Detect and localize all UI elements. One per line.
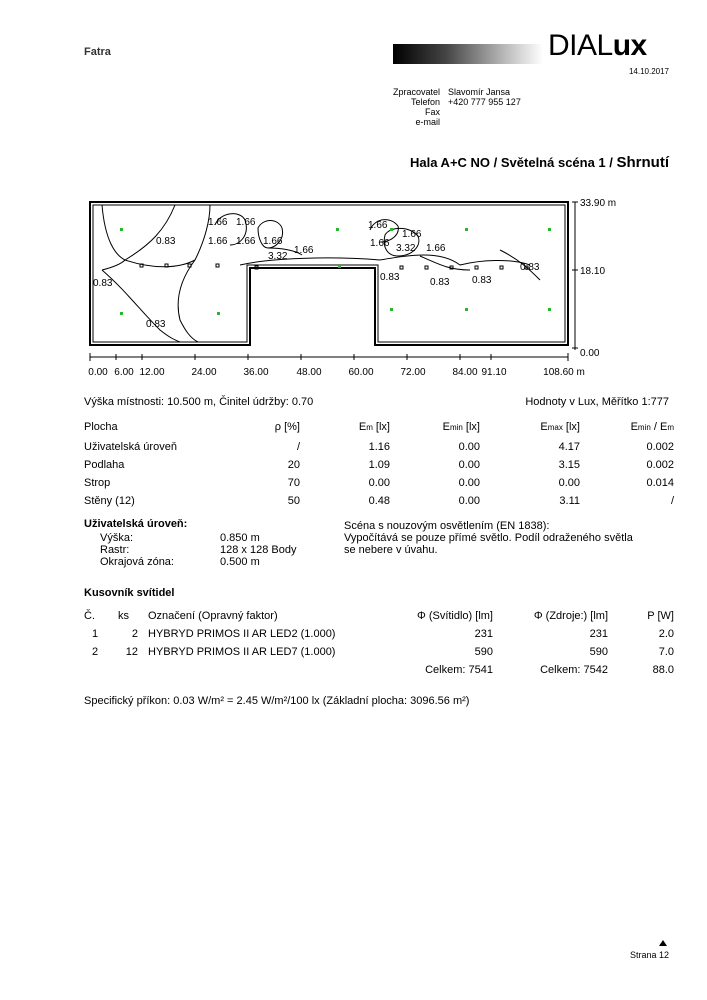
cell-no: 1 (92, 628, 99, 640)
cell-emax: 3.15 (558, 459, 580, 471)
total-flux-lamp: Celkem: 7542 (540, 664, 608, 676)
table-row (84, 474, 674, 492)
x-tick-label: 91.10 (481, 367, 507, 378)
contour-labels (93, 217, 540, 330)
col-no: Č. (84, 610, 95, 622)
workplane-value: 0.850 m (220, 532, 260, 544)
cell-name: HYBRYD PRIMOS II AR LED7 (1.000) (148, 646, 336, 658)
contour-label: 1.66 (426, 243, 446, 254)
cell-rho: 50 (287, 495, 300, 507)
x-tick-label: 36.00 (243, 367, 269, 378)
cell-ratio: 0.014 (646, 477, 674, 489)
table-row (84, 438, 674, 456)
cell-emin: 0.00 (458, 441, 480, 453)
x-tick-label: 0.00 (88, 367, 108, 378)
y-tick-labels (580, 198, 616, 359)
author-fax (448, 107, 521, 117)
cell-rho: 70 (287, 477, 300, 489)
x-tick-label: 60.00 (348, 367, 374, 378)
workplane-value: 128 x 128 Body (220, 544, 297, 556)
author-label: e-mail (415, 117, 440, 127)
specific-power: Specifický příkon: 0.03 W/m² = 2.45 W/m²/100 lx (Základní plocha: 3096.56 m²) (84, 695, 470, 707)
cell-rho: 20 (287, 459, 300, 471)
table-row (84, 625, 674, 643)
col-flux-lamp: Φ (Zdroje:) [lm] (533, 610, 608, 622)
workplane-label: Rastr: (100, 544, 130, 556)
luminaire-table (84, 607, 674, 679)
cell-flux-luminaire: 590 (474, 646, 493, 658)
col-ks: ks (118, 610, 129, 622)
author-labels (393, 87, 440, 127)
x-tick-label: 12.00 (139, 367, 165, 378)
note-line: Vypočítává se pouze přímé světlo. Podíl odraženého světla (344, 532, 633, 544)
cell-flux-lamp: 231 (589, 628, 608, 640)
cell-ratio: 0.002 (646, 441, 674, 453)
cell-ks: 2 (131, 628, 138, 640)
contour-label: 1.66 (236, 217, 256, 228)
contour-label: 1.66 (208, 236, 228, 247)
contour-label: 1.66 (294, 245, 314, 256)
author-name: Slavomír Jansa (448, 87, 511, 97)
contour-label: 1.66 (208, 217, 228, 228)
luminaire-header-row (84, 607, 674, 625)
workplane-labels (100, 532, 174, 568)
cell-name: Strop (84, 477, 111, 489)
author-email (448, 117, 521, 127)
col-name: Označení (Opravný faktor) (148, 610, 278, 622)
contour-label: 1.66 (370, 238, 390, 249)
x-tick-label: 48.00 (296, 367, 322, 378)
contour-label: 1.66 (402, 229, 422, 240)
table-row (84, 643, 674, 661)
cell-flux-luminaire: 231 (474, 628, 493, 640)
note-line: se nebere v úvahu. (344, 544, 438, 556)
workplane-value: 0.500 m (220, 556, 260, 568)
summary-header-row (84, 418, 674, 438)
total-power: 88.0 (652, 664, 674, 676)
document-date: 14.10.2017 (628, 67, 669, 76)
y-tick-label: 18.10 (580, 266, 606, 277)
author-values (448, 87, 521, 127)
page-title: Hala A+C NO / Světelná scéna 1 / Shrnutí (409, 154, 669, 171)
cell-emin: 0.00 (458, 477, 480, 489)
col-ratio: Emin / Em (630, 421, 674, 433)
cell-ks: 12 (125, 646, 138, 658)
contour-label: 0.83 (156, 236, 176, 247)
scale-info: Hodnoty v Lux, Měřítko 1:777 (525, 396, 669, 408)
x-scale (90, 353, 568, 361)
logo-gradient-bar (393, 44, 543, 64)
isolux-plan (80, 190, 680, 382)
contour-label: 0.83 (430, 277, 450, 288)
x-tick-label: 6.00 (114, 367, 134, 378)
cell-power: 2.0 (658, 628, 674, 640)
cell-ratio: 0.002 (646, 459, 674, 471)
author-phone: +420 777 955 127 (448, 97, 521, 107)
cell-emax: 0.00 (558, 477, 580, 489)
table-row (84, 456, 674, 474)
cell-power: 7.0 (658, 646, 674, 658)
total-row (84, 661, 674, 679)
page-number: Strana 12 (629, 950, 669, 960)
cell-no: 2 (92, 646, 99, 658)
col-power: P [W] (647, 610, 674, 622)
contour-label: 1.66 (236, 236, 256, 247)
cell-em: 1.09 (368, 459, 390, 471)
contour-label: 1.66 (368, 220, 388, 231)
table-row (84, 492, 674, 510)
cell-emax: 4.17 (558, 441, 580, 453)
workplane-values (220, 532, 296, 568)
dialux-logo: DIALux (548, 29, 647, 62)
contour-label: 0.83 (93, 278, 113, 289)
contour-label: 0.83 (472, 275, 492, 286)
author-label: Telefon (410, 97, 440, 107)
workplane-label: Výška: (100, 532, 134, 544)
contour-label: 0.83 (520, 262, 540, 273)
cell-name: Uživatelská úroveň (84, 441, 177, 453)
x-tick-label: 108.60 m (543, 367, 585, 378)
cell-name: Stěny (12) (84, 495, 135, 507)
workplane-label: Okrajová zóna: (100, 556, 174, 568)
col-plocha: Plocha (84, 421, 118, 433)
y-tick-label: 0.00 (580, 348, 600, 359)
total-flux-luminaire: Celkem: 7541 (425, 664, 493, 676)
y-tick-label: 33.90 m (580, 198, 617, 209)
x-tick-label: 84.00 (452, 367, 478, 378)
cell-em: 1.16 (368, 441, 390, 453)
cell-rho: / (296, 441, 300, 453)
cell-flux-lamp: 590 (589, 646, 608, 658)
contour-label: 0.83 (380, 272, 400, 283)
x-tick-label: 24.00 (191, 367, 217, 378)
author-label: Fax (424, 107, 440, 117)
contour-label: 3.32 (396, 243, 416, 254)
cell-em: 0.48 (368, 495, 390, 507)
isolux-contours (102, 205, 540, 342)
contour-label: 0.83 (146, 319, 166, 330)
room-info: Výška místnosti: 10.500 m, Činitel údržby: 0.70 (84, 396, 314, 408)
x-tick-labels (88, 367, 585, 378)
cell-name: HYBRYD PRIMOS II AR LED2 (1.000) (148, 628, 336, 640)
x-tick-label: 72.00 (400, 367, 426, 378)
col-rho: ρ [%] (274, 421, 300, 433)
col-em: Em [lx] (358, 421, 390, 433)
cell-ratio: / (670, 495, 674, 507)
luminaire-list-title: Kusovník svítidel (84, 587, 175, 599)
calculation-points (120, 228, 551, 315)
summary-table (84, 418, 674, 510)
author-label: Zpracovatel (392, 87, 440, 97)
page-marker-icon (659, 940, 667, 946)
col-flux-luminaire: Φ (Svítidlo) [lm] (416, 610, 493, 622)
col-emax: Emax [lx] (540, 421, 580, 433)
cell-em: 0.00 (368, 477, 390, 489)
company-name: Fatra (84, 46, 111, 58)
contour-label: 3.32 (268, 251, 288, 262)
col-emin: Emin [lx] (442, 421, 480, 433)
y-scale (572, 202, 578, 350)
cell-emin: 0.00 (458, 459, 480, 471)
cell-emax: 3.11 (559, 495, 580, 507)
cell-name: Podlaha (84, 459, 125, 471)
note-line: Scéna s nouzovým osvětlením (EN 1838): (344, 520, 550, 532)
workplane-title: Uživatelská úroveň: (84, 518, 188, 530)
contour-label: 1.66 (263, 236, 283, 247)
cell-emin: 0.00 (458, 495, 480, 507)
emergency-note (344, 520, 674, 556)
